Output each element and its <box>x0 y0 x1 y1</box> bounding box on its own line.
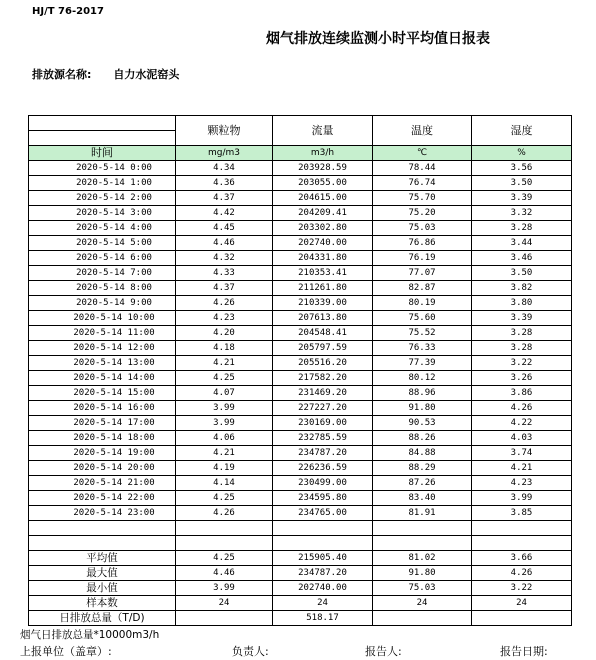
pm-cell: 4.25 <box>176 371 273 386</box>
temp-cell: 78.44 <box>373 161 472 176</box>
header-row-top <box>29 116 572 131</box>
pm-cell: 4.37 <box>176 281 273 296</box>
pm-cell: 4.45 <box>176 221 273 236</box>
temp-cell: 76.19 <box>373 251 472 266</box>
table-row <box>29 356 572 371</box>
table-row <box>29 401 572 416</box>
summary-label: 平均值 <box>29 551 176 566</box>
flow-cell: 234765.00 <box>273 506 373 521</box>
blank-row <box>29 521 572 536</box>
time-cell: 2020-5-14 13:00 <box>29 356 176 371</box>
humidity-cell: 3.46 <box>472 251 572 266</box>
blank-row <box>29 536 572 551</box>
humidity-cell: 3.86 <box>472 386 572 401</box>
table-row <box>29 161 572 176</box>
time-cell: 2020-5-14 8:00 <box>29 281 176 296</box>
temp-cell: 80.19 <box>373 296 472 311</box>
table-row <box>29 386 572 401</box>
summary-label: 样本数 <box>29 596 176 611</box>
pm-cell: 3.99 <box>176 401 273 416</box>
pm-cell: 4.07 <box>176 386 273 401</box>
humidity-cell: 3.28 <box>472 326 572 341</box>
flow-cell: 234787.20 <box>273 446 373 461</box>
flow-cell: 231469.20 <box>273 386 373 401</box>
temp-cell: 81.91 <box>373 506 472 521</box>
time-cell: 2020-5-14 12:00 <box>29 341 176 356</box>
flow-cell: 234595.80 <box>273 491 373 506</box>
temp-cell: 91.80 <box>373 566 472 581</box>
reporter-label: 报告人: <box>365 645 402 658</box>
table-row <box>29 326 572 341</box>
header-blank <box>29 131 176 146</box>
humidity-cell: 3.32 <box>472 206 572 221</box>
table-row <box>29 176 572 191</box>
flow-cell: 204209.41 <box>273 206 373 221</box>
standard-code: HJ/T 76-2017 <box>32 6 104 17</box>
unit-humidity: % <box>472 146 572 161</box>
temp-cell: 88.96 <box>373 386 472 401</box>
time-cell: 2020-5-14 2:00 <box>29 191 176 206</box>
flow-cell: 203055.00 <box>273 176 373 191</box>
temp-cell: 91.80 <box>373 401 472 416</box>
blank-cell <box>373 536 472 551</box>
pm-cell: 24 <box>176 596 273 611</box>
temp-cell: 75.52 <box>373 326 472 341</box>
emission-source <box>32 66 179 82</box>
daily-total-label: 日排放总量（T/D) <box>29 611 176 626</box>
unit-pm: mg/m3 <box>176 146 273 161</box>
pm-cell: 3.99 <box>176 416 273 431</box>
humidity-cell: 3.39 <box>472 311 572 326</box>
table-row <box>29 371 572 386</box>
time-cell: 2020-5-14 19:00 <box>29 446 176 461</box>
time-cell: 2020-5-14 9:00 <box>29 296 176 311</box>
blank-cell <box>273 536 373 551</box>
flow-cell: 227227.20 <box>273 401 373 416</box>
humidity-cell: 4.03 <box>472 431 572 446</box>
table-row <box>29 191 572 206</box>
flow-cell: 204331.80 <box>273 251 373 266</box>
table-row <box>29 221 572 236</box>
pm-cell: 4.06 <box>176 431 273 446</box>
time-cell: 2020-5-14 1:00 <box>29 176 176 191</box>
pm-cell: 4.19 <box>176 461 273 476</box>
table-row <box>29 281 572 296</box>
temp-cell: 80.12 <box>373 371 472 386</box>
table-row <box>29 461 572 476</box>
time-cell: 2020-5-14 7:00 <box>29 266 176 281</box>
temp-cell: 90.53 <box>373 416 472 431</box>
report-date-label: 报告日期: <box>500 645 548 658</box>
flow-cell: 232785.59 <box>273 431 373 446</box>
header-humidity: 湿度 <box>472 116 572 146</box>
time-cell: 2020-5-14 18:00 <box>29 431 176 446</box>
temp-cell: 75.03 <box>373 221 472 236</box>
time-cell: 2020-5-14 20:00 <box>29 461 176 476</box>
time-cell: 2020-5-14 17:00 <box>29 416 176 431</box>
temp-cell: 88.29 <box>373 461 472 476</box>
time-cell: 2020-5-14 5:00 <box>29 236 176 251</box>
humidity-cell: 3.28 <box>472 341 572 356</box>
flow-cell: 230169.00 <box>273 416 373 431</box>
table-row <box>29 296 572 311</box>
time-cell: 2020-5-14 14:00 <box>29 371 176 386</box>
flow-cell: 230499.00 <box>273 476 373 491</box>
humidity-cell: 3.66 <box>472 551 572 566</box>
flow-cell: 202740.00 <box>273 236 373 251</box>
table-row <box>29 311 572 326</box>
pm-cell: 4.32 <box>176 251 273 266</box>
summary-row <box>29 596 572 611</box>
temp-cell: 84.88 <box>373 446 472 461</box>
time-cell: 2020-5-14 6:00 <box>29 251 176 266</box>
time-cell: 2020-5-14 23:00 <box>29 506 176 521</box>
time-cell: 2020-5-14 11:00 <box>29 326 176 341</box>
hourly-report-table <box>28 115 572 626</box>
flow-cell: 205797.59 <box>273 341 373 356</box>
temp-cell: 88.26 <box>373 431 472 446</box>
summary-label: 最大值 <box>29 566 176 581</box>
table-row <box>29 236 572 251</box>
flow-cell: 210353.41 <box>273 266 373 281</box>
table-row <box>29 431 572 446</box>
table-row <box>29 491 572 506</box>
blank-cell <box>176 521 273 536</box>
flow-cell: 205516.20 <box>273 356 373 371</box>
table-row <box>29 446 572 461</box>
blank-cell <box>472 536 572 551</box>
report-title: 烟气排放连续监测小时平均值日报表 <box>266 31 490 47</box>
pm-cell: 4.46 <box>176 236 273 251</box>
header-pm: 颗粒物 <box>176 116 273 146</box>
humidity-cell: 3.22 <box>472 356 572 371</box>
blank-cell <box>472 611 572 626</box>
temp-cell: 75.70 <box>373 191 472 206</box>
pm-cell: 4.26 <box>176 296 273 311</box>
time-cell: 2020-5-14 16:00 <box>29 401 176 416</box>
source-value: 自力水泥窑头 <box>113 68 180 81</box>
humidity-cell: 3.50 <box>472 176 572 191</box>
humidity-cell: 4.26 <box>472 566 572 581</box>
time-cell: 2020-5-14 22:00 <box>29 491 176 506</box>
emission-note: 烟气日排放总量*10000m3/h <box>20 629 160 641</box>
flow-cell: 202740.00 <box>273 581 373 596</box>
flow-cell: 226236.59 <box>273 461 373 476</box>
pm-cell: 4.25 <box>176 551 273 566</box>
temp-cell: 24 <box>373 596 472 611</box>
temp-cell: 83.40 <box>373 491 472 506</box>
humidity-cell: 4.22 <box>472 416 572 431</box>
temp-cell: 82.87 <box>373 281 472 296</box>
table-row <box>29 506 572 521</box>
humidity-cell: 4.21 <box>472 461 572 476</box>
blank-cell <box>472 521 572 536</box>
unit-temp: ℃ <box>373 146 472 161</box>
time-cell: 2020-5-14 15:00 <box>29 386 176 401</box>
table-row <box>29 416 572 431</box>
humidity-cell: 4.23 <box>472 476 572 491</box>
summary-row <box>29 581 572 596</box>
unit-flow: m3/h <box>273 146 373 161</box>
time-header: 时间 <box>29 146 176 161</box>
temp-cell: 76.33 <box>373 341 472 356</box>
flow-cell: 215905.40 <box>273 551 373 566</box>
reporting-unit-label: 上报单位（盖章）: <box>20 645 112 658</box>
pm-cell: 4.21 <box>176 446 273 461</box>
humidity-cell: 3.99 <box>472 491 572 506</box>
blank-cell <box>29 536 176 551</box>
blank-cell <box>29 521 176 536</box>
summary-row <box>29 551 572 566</box>
daily-total-value: 518.17 <box>273 611 373 626</box>
pm-cell: 3.99 <box>176 581 273 596</box>
flow-cell: 204615.00 <box>273 191 373 206</box>
header-temp: 温度 <box>373 116 472 146</box>
flow-cell: 203928.59 <box>273 161 373 176</box>
blank-cell <box>373 611 472 626</box>
humidity-cell: 3.26 <box>472 371 572 386</box>
header-flow: 流量 <box>273 116 373 146</box>
pm-cell: 4.20 <box>176 326 273 341</box>
summary-label: 最小值 <box>29 581 176 596</box>
temp-cell: 76.74 <box>373 176 472 191</box>
daily-total-row <box>29 611 572 626</box>
responsible-person-label: 负责人: <box>232 645 269 658</box>
humidity-cell: 3.22 <box>472 581 572 596</box>
humidity-cell: 4.26 <box>472 401 572 416</box>
time-cell: 2020-5-14 4:00 <box>29 221 176 236</box>
pm-cell: 4.42 <box>176 206 273 221</box>
pm-cell: 4.33 <box>176 266 273 281</box>
unit-row <box>29 146 572 161</box>
pm-cell: 4.46 <box>176 566 273 581</box>
pm-cell: 4.25 <box>176 491 273 506</box>
table-row <box>29 341 572 356</box>
flow-cell: 234787.20 <box>273 566 373 581</box>
pm-cell: 4.37 <box>176 191 273 206</box>
source-label: 排放源名称: <box>32 68 92 81</box>
temp-cell: 77.07 <box>373 266 472 281</box>
humidity-cell: 24 <box>472 596 572 611</box>
flow-cell: 203302.80 <box>273 221 373 236</box>
humidity-cell: 3.44 <box>472 236 572 251</box>
humidity-cell: 3.82 <box>472 281 572 296</box>
pm-cell: 4.21 <box>176 356 273 371</box>
humidity-cell: 3.39 <box>472 191 572 206</box>
table-body <box>29 116 572 626</box>
flow-cell: 217582.20 <box>273 371 373 386</box>
flow-cell: 204548.41 <box>273 326 373 341</box>
time-cell: 2020-5-14 21:00 <box>29 476 176 491</box>
time-cell: 2020-5-14 10:00 <box>29 311 176 326</box>
temp-cell: 75.60 <box>373 311 472 326</box>
humidity-cell: 3.80 <box>472 296 572 311</box>
humidity-cell: 3.85 <box>472 506 572 521</box>
table-row <box>29 266 572 281</box>
pm-cell: 4.18 <box>176 341 273 356</box>
humidity-cell: 3.50 <box>472 266 572 281</box>
pm-cell: 4.23 <box>176 311 273 326</box>
blank-cell <box>176 536 273 551</box>
pm-cell: 4.36 <box>176 176 273 191</box>
time-cell: 2020-5-14 0:00 <box>29 161 176 176</box>
summary-row <box>29 566 572 581</box>
humidity-cell: 3.28 <box>472 221 572 236</box>
humidity-cell: 3.56 <box>472 161 572 176</box>
temp-cell: 75.03 <box>373 581 472 596</box>
temp-cell: 87.26 <box>373 476 472 491</box>
flow-cell: 211261.80 <box>273 281 373 296</box>
blank-cell <box>373 521 472 536</box>
blank-cell <box>273 521 373 536</box>
table-row <box>29 476 572 491</box>
header-blank <box>29 116 176 131</box>
temp-cell: 75.20 <box>373 206 472 221</box>
pm-cell: 4.34 <box>176 161 273 176</box>
temp-cell: 76.86 <box>373 236 472 251</box>
pm-cell: 4.26 <box>176 506 273 521</box>
temp-cell: 81.02 <box>373 551 472 566</box>
table-row <box>29 251 572 266</box>
flow-cell: 207613.80 <box>273 311 373 326</box>
time-cell: 2020-5-14 3:00 <box>29 206 176 221</box>
flow-cell: 210339.00 <box>273 296 373 311</box>
table-row <box>29 206 572 221</box>
temp-cell: 77.39 <box>373 356 472 371</box>
humidity-cell: 3.74 <box>472 446 572 461</box>
flow-cell: 24 <box>273 596 373 611</box>
pm-cell: 4.14 <box>176 476 273 491</box>
blank-cell <box>176 611 273 626</box>
